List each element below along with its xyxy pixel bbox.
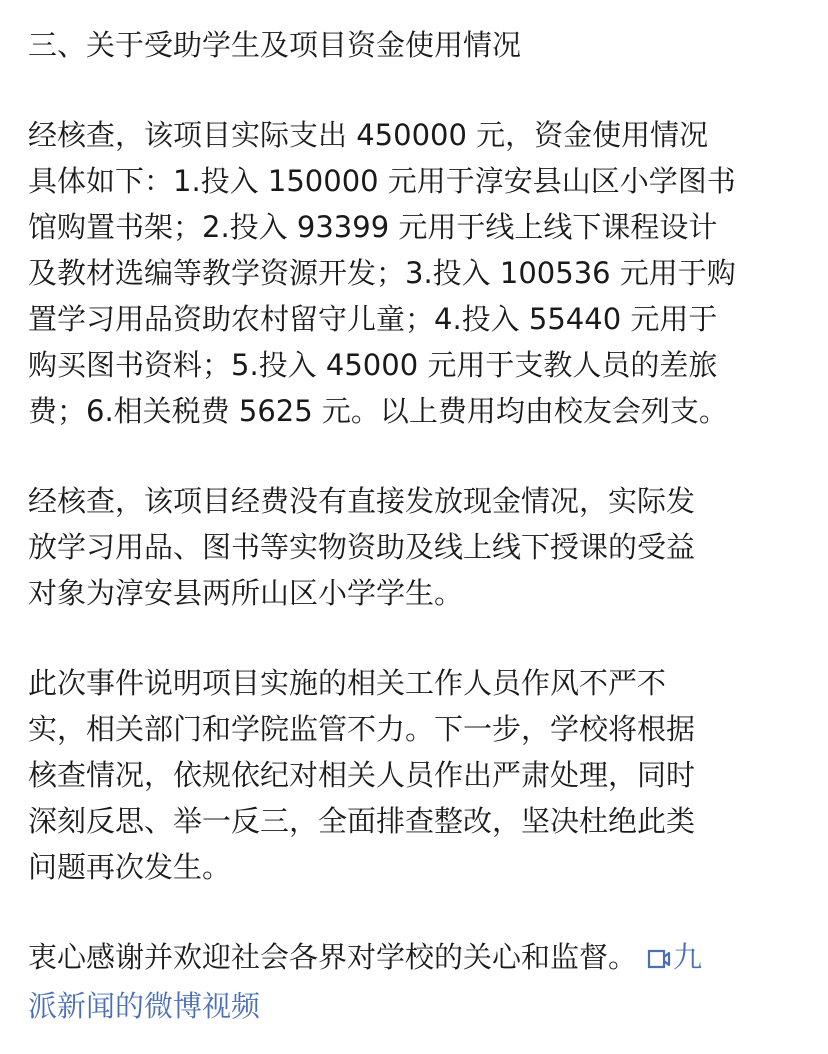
heading-text: 三、关于受助学生及项目资金使用情况 bbox=[28, 28, 522, 62]
video-icon bbox=[647, 937, 671, 983]
text-line: 深刻反思、举一反三，全面排查整改，坚决杜绝此类 bbox=[28, 804, 696, 838]
closing-line bbox=[28, 934, 808, 983]
text-line: 实，相关部门和学院监管不力。下一步，学校将根据 bbox=[28, 712, 696, 746]
video-link[interactable] bbox=[637, 940, 702, 974]
text-line: 此次事件说明项目实施的相关工作人员作风不严不 bbox=[28, 666, 667, 700]
closing-text: 衷心感谢并欢迎社会各界对学校的关心和监督。 bbox=[28, 940, 638, 974]
section-heading bbox=[28, 22, 808, 68]
text-line: 馆购置书架；2.投入 93399 元用于线上线下课程设计 bbox=[28, 210, 718, 244]
text-line: 经核查，该项目经费没有直接发放现金情况，实际发 bbox=[28, 484, 696, 518]
text-line: 经核查，该项目实际支出 450000 元，资金使用情况 bbox=[28, 118, 709, 152]
text-line: 具体如下：1.投入 150000 元用于淳安县山区小学图书 bbox=[28, 164, 736, 198]
text-line: 放学习用品、图书等实物资助及线上线下授课的受益 bbox=[28, 530, 696, 564]
text-line: 问题再次发生。 bbox=[28, 850, 232, 884]
text-line: 购买图书资料；5.投入 45000 元用于支教人员的差旅 bbox=[28, 348, 718, 382]
paragraph-closing bbox=[28, 934, 808, 1029]
text-line: 核查情况，依规依纪对相关人员作出严肃处理，同时 bbox=[28, 758, 696, 792]
paragraph-accountability bbox=[28, 660, 808, 890]
paragraph-funds-usage bbox=[28, 112, 808, 434]
text-line: 费；6.相关税费 5625 元。以上费用均由校友会列支。 bbox=[28, 394, 728, 428]
text-line: 及教材选编等教学资源开发；3.投入 100536 元用于购 bbox=[28, 256, 736, 290]
text-line: 置学习用品资助农村留守儿童；4.投入 55440 元用于 bbox=[28, 302, 718, 336]
video-link-text-start: 九 bbox=[673, 940, 703, 974]
video-link-continued[interactable]: 派新闻的微博视频 bbox=[28, 989, 261, 1023]
text-line: 对象为淳安县两所山区小学学生。 bbox=[28, 576, 464, 610]
paragraph-beneficiaries bbox=[28, 478, 808, 616]
